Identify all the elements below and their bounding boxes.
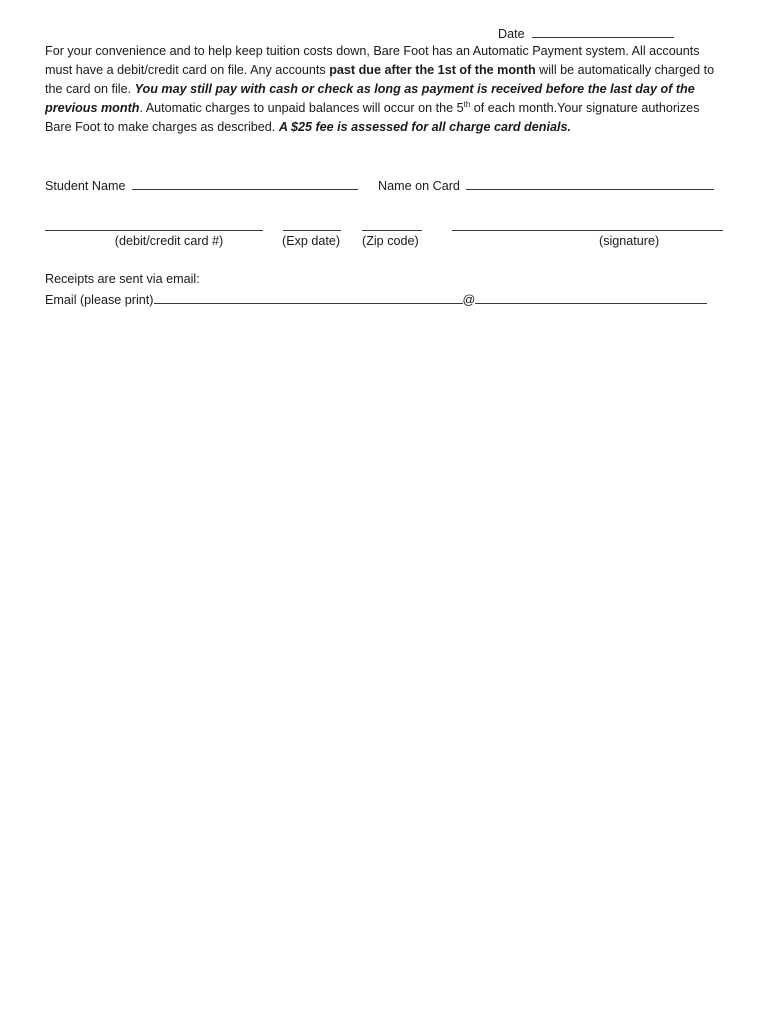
date-row: [498, 25, 674, 41]
zip-code-field[interactable]: [362, 230, 422, 231]
payment-policy-paragraph: [45, 42, 717, 137]
policy-text-past-due: past due after the 1st of the month: [329, 63, 536, 77]
policy-text-2: will be automatically charged to the card on file.: [45, 63, 715, 96]
receipts-note: Receipts are sent via email:: [45, 272, 200, 286]
card-number-caption: (debit/credit card #): [114, 234, 224, 248]
email-row: [45, 291, 707, 307]
exp-date-field[interactable]: [283, 230, 341, 231]
card-number-field[interactable]: [45, 230, 263, 231]
name-on-card-row: [378, 177, 714, 193]
policy-text-1: For your convenience and to help keep tuition costs down, Bare Foot has an Automatic Payment system. All accounts must have a debit/credit card on file. Any accounts: [45, 44, 700, 77]
signature-field[interactable]: [452, 230, 723, 231]
email-user-field[interactable]: [154, 291, 463, 304]
name-on-card-field[interactable]: [466, 177, 714, 190]
student-name-row: [45, 177, 358, 193]
zip-code-caption: (Zip code): [362, 234, 419, 248]
date-field[interactable]: [532, 25, 674, 38]
student-name-label: Student Name: [45, 179, 126, 193]
name-on-card-label: Name on Card: [378, 179, 460, 193]
policy-text-superscript: th: [463, 99, 471, 109]
policy-text-4: of each month.Your signature authorizes Bare Foot to make charges as described.: [45, 101, 700, 134]
email-label: Email (please print): [45, 293, 154, 307]
signature-caption: (signature): [599, 234, 660, 248]
email-at-sign: @: [462, 293, 476, 307]
exp-date-caption: (Exp date): [282, 234, 341, 248]
policy-text-cash-check: You may still pay with cash or check as long as payment is received before the last day of the previous month: [45, 82, 695, 115]
policy-text-3: . Automatic charges to unpaid balances will occur on the 5: [139, 101, 464, 115]
student-name-field[interactable]: [132, 177, 358, 190]
policy-text-fee: A $25 fee is assessed for all charge card denials.: [278, 120, 571, 134]
email-domain-field[interactable]: [475, 291, 707, 304]
date-label: Date: [498, 27, 525, 41]
